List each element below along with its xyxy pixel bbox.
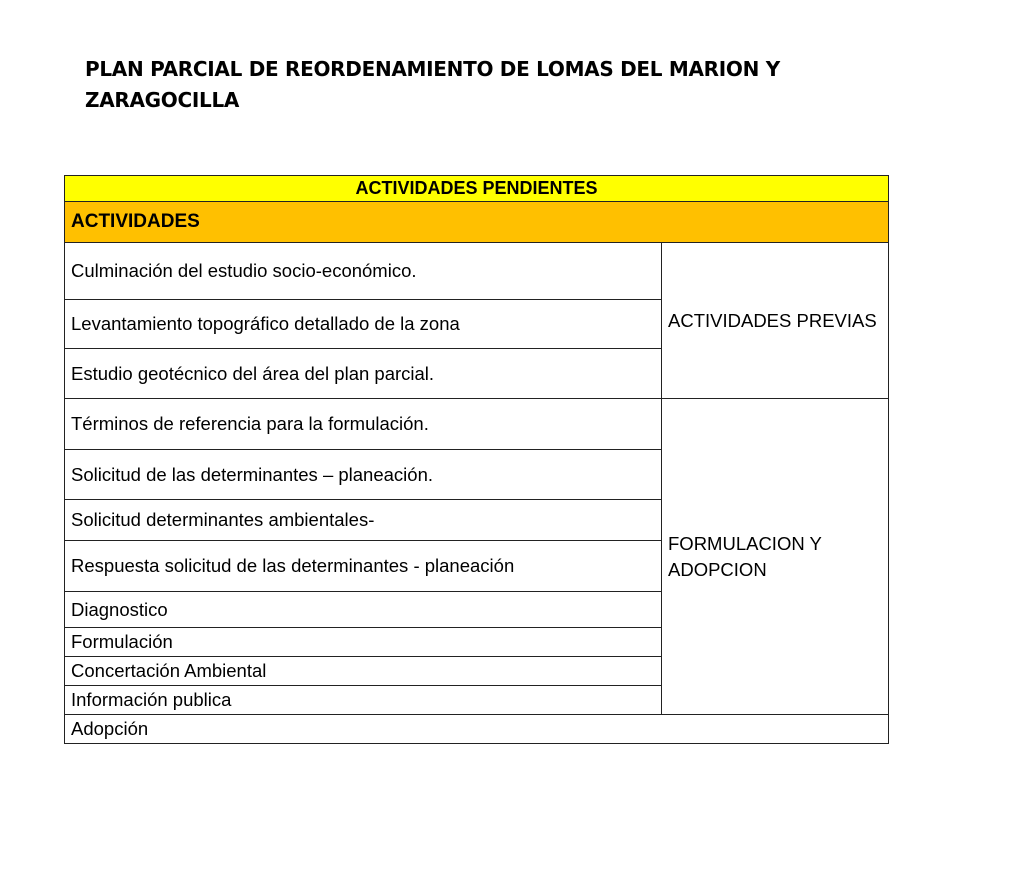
- table-sub-header-row: [65, 202, 889, 243]
- activity-cell: Diagnostico: [65, 592, 662, 628]
- page-title: PLAN PARCIAL DE REORDENAMIENTO DE LOMAS DEL MARION Y ZARAGOCILLA: [85, 57, 780, 112]
- activities-table: [64, 175, 889, 744]
- table-row: [65, 399, 889, 450]
- activity-cell: Términos de referencia para la formulación.: [65, 399, 662, 450]
- activity-cell: Solicitud determinantes ambientales-: [65, 500, 662, 541]
- table-row: [65, 715, 889, 744]
- activity-cell: Información publica: [65, 686, 662, 715]
- phase-cell-formulacion: FORMULACION Y ADOPCION: [662, 399, 889, 715]
- activity-cell: Levantamiento topográfico detallado de la zona: [65, 300, 662, 349]
- activity-cell: Formulación: [65, 628, 662, 657]
- activity-cell: Solicitud de las determinantes – planeación.: [65, 450, 662, 500]
- activity-cell: Estudio geotécnico del área del plan parcial.: [65, 349, 662, 399]
- phase-cell-previas: ACTIVIDADES PREVIAS: [662, 243, 889, 399]
- table-row: [65, 243, 889, 300]
- activity-cell: Respuesta solicitud de las determinantes - planeación: [65, 541, 662, 592]
- table-header: ACTIVIDADES PENDIENTES: [65, 176, 889, 202]
- table-sub-header: ACTIVIDADES: [65, 202, 889, 243]
- activity-cell-final: Adopción: [65, 715, 889, 744]
- activity-cell: Concertación Ambiental: [65, 657, 662, 686]
- activity-cell: Culminación del estudio socio-económico.: [65, 243, 662, 300]
- table-header-row: [65, 176, 889, 202]
